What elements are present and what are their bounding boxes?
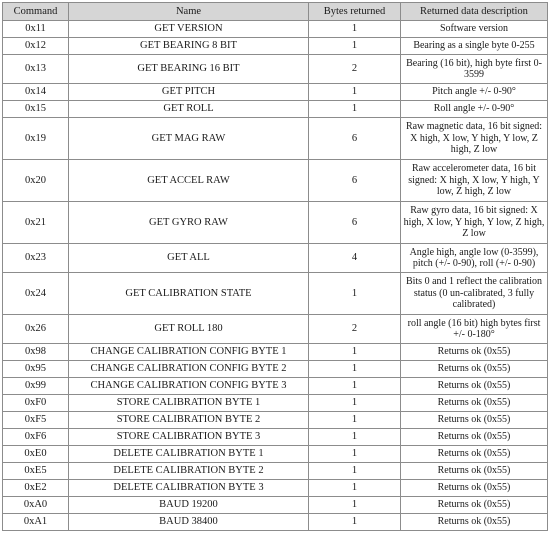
cell-name: GET ACCEL RAW bbox=[69, 160, 309, 202]
cell-bytes-returned: 1 bbox=[309, 21, 401, 38]
cell-command: 0x15 bbox=[3, 101, 69, 118]
cell-description: Returns ok (0x55) bbox=[401, 463, 548, 480]
cell-command: 0x20 bbox=[3, 160, 69, 202]
cell-bytes-returned: 1 bbox=[309, 361, 401, 378]
cell-description: roll angle (16 bit) high bytes first +/- 0-180° bbox=[401, 315, 548, 344]
cell-description: Raw magnetic data, 16 bit signed: X high, X low, Y high, Y low, Z high, Z low bbox=[401, 118, 548, 160]
cell-bytes-returned: 1 bbox=[309, 480, 401, 497]
cell-description: Bits 0 and 1 reflect the calibration status (0 un-calibrated, 3 fully calibrated) bbox=[401, 273, 548, 315]
cell-name: GET CALIBRATION STATE bbox=[69, 273, 309, 315]
cell-description: Pitch angle +/- 0-90° bbox=[401, 84, 548, 101]
cell-name: DELETE CALIBRATION BYTE 3 bbox=[69, 480, 309, 497]
cell-name: CHANGE CALIBRATION CONFIG BYTE 2 bbox=[69, 361, 309, 378]
cell-bytes-returned: 1 bbox=[309, 84, 401, 101]
table-row bbox=[3, 55, 548, 84]
table-row bbox=[3, 446, 548, 463]
table-row bbox=[3, 344, 548, 361]
table-row bbox=[3, 514, 548, 531]
cell-bytes-returned: 1 bbox=[309, 412, 401, 429]
cell-name: GET ALL bbox=[69, 244, 309, 273]
table-row bbox=[3, 480, 548, 497]
cell-bytes-returned: 1 bbox=[309, 273, 401, 315]
cell-command: 0x98 bbox=[3, 344, 69, 361]
cell-bytes-returned: 1 bbox=[309, 463, 401, 480]
cell-command: 0x11 bbox=[3, 21, 69, 38]
cell-bytes-returned: 1 bbox=[309, 101, 401, 118]
cell-bytes-returned: 1 bbox=[309, 378, 401, 395]
cell-name: BAUD 38400 bbox=[69, 514, 309, 531]
cell-command: 0xA0 bbox=[3, 497, 69, 514]
cell-description: Returns ok (0x55) bbox=[401, 514, 548, 531]
table-row bbox=[3, 38, 548, 55]
table-body bbox=[3, 21, 548, 531]
cell-name: CHANGE CALIBRATION CONFIG BYTE 1 bbox=[69, 344, 309, 361]
table-row bbox=[3, 497, 548, 514]
cell-command: 0x26 bbox=[3, 315, 69, 344]
cell-command: 0xE0 bbox=[3, 446, 69, 463]
cell-bytes-returned: 1 bbox=[309, 344, 401, 361]
table-row bbox=[3, 361, 548, 378]
cell-name: CHANGE CALIBRATION CONFIG BYTE 3 bbox=[69, 378, 309, 395]
cell-command: 0xF6 bbox=[3, 429, 69, 446]
cell-description: Returns ok (0x55) bbox=[401, 344, 548, 361]
cell-bytes-returned: 6 bbox=[309, 160, 401, 202]
cell-command: 0x19 bbox=[3, 118, 69, 160]
table-row bbox=[3, 84, 548, 101]
table-row bbox=[3, 378, 548, 395]
table-row bbox=[3, 315, 548, 344]
command-table bbox=[2, 2, 548, 531]
table-row bbox=[3, 118, 548, 160]
table-row bbox=[3, 21, 548, 38]
cell-description: Returns ok (0x55) bbox=[401, 412, 548, 429]
cell-description: Raw gyro data, 16 bit signed: X high, X low, Y high, Y low, Z high, Z low bbox=[401, 202, 548, 244]
table-row bbox=[3, 244, 548, 273]
cell-command: 0xF5 bbox=[3, 412, 69, 429]
cell-bytes-returned: 1 bbox=[309, 429, 401, 446]
cell-command: 0x13 bbox=[3, 55, 69, 84]
cell-command: 0x95 bbox=[3, 361, 69, 378]
table-header bbox=[3, 3, 548, 21]
cell-name: GET VERSION bbox=[69, 21, 309, 38]
cell-name: GET PITCH bbox=[69, 84, 309, 101]
cell-name: STORE CALIBRATION BYTE 3 bbox=[69, 429, 309, 446]
cell-name: BAUD 19200 bbox=[69, 497, 309, 514]
cell-name: STORE CALIBRATION BYTE 1 bbox=[69, 395, 309, 412]
cell-name: GET GYRO RAW bbox=[69, 202, 309, 244]
cell-description: Bearing (16 bit), high byte first 0-3599 bbox=[401, 55, 548, 84]
cell-description: Returns ok (0x55) bbox=[401, 378, 548, 395]
cell-description: Raw accelerometer data, 16 bit signed: X high, X low, Y high, Y low, Z high, Z low bbox=[401, 160, 548, 202]
cell-command: 0x21 bbox=[3, 202, 69, 244]
cell-command: 0xE5 bbox=[3, 463, 69, 480]
table-row bbox=[3, 101, 548, 118]
cell-description: Returns ok (0x55) bbox=[401, 497, 548, 514]
cell-name: DELETE CALIBRATION BYTE 1 bbox=[69, 446, 309, 463]
cell-bytes-returned: 4 bbox=[309, 244, 401, 273]
cell-description: Returns ok (0x55) bbox=[401, 446, 548, 463]
cell-bytes-returned: 6 bbox=[309, 202, 401, 244]
column-header-command: Command bbox=[3, 3, 69, 21]
cell-command: 0x24 bbox=[3, 273, 69, 315]
cell-name: GET MAG RAW bbox=[69, 118, 309, 160]
header-row bbox=[3, 3, 548, 21]
cell-description: Angle high, angle low (0-3599), pitch (+/- 0-90), roll (+/- 0-90) bbox=[401, 244, 548, 273]
cell-command: 0x23 bbox=[3, 244, 69, 273]
cell-description: Returns ok (0x55) bbox=[401, 361, 548, 378]
cell-description: Returns ok (0x55) bbox=[401, 395, 548, 412]
cell-description: Returns ok (0x55) bbox=[401, 480, 548, 497]
cell-name: GET BEARING 16 BIT bbox=[69, 55, 309, 84]
cell-command: 0xF0 bbox=[3, 395, 69, 412]
cell-command: 0x12 bbox=[3, 38, 69, 55]
cell-command: 0x99 bbox=[3, 378, 69, 395]
cell-command: 0xE2 bbox=[3, 480, 69, 497]
cell-bytes-returned: 1 bbox=[309, 446, 401, 463]
table-row bbox=[3, 395, 548, 412]
cell-bytes-returned: 6 bbox=[309, 118, 401, 160]
table-row bbox=[3, 412, 548, 429]
cell-bytes-returned: 1 bbox=[309, 38, 401, 55]
cell-description: Software version bbox=[401, 21, 548, 38]
table-row bbox=[3, 273, 548, 315]
table-row bbox=[3, 202, 548, 244]
cell-name: GET ROLL 180 bbox=[69, 315, 309, 344]
cell-bytes-returned: 2 bbox=[309, 55, 401, 84]
cell-bytes-returned: 1 bbox=[309, 497, 401, 514]
column-header-name: Name bbox=[69, 3, 309, 21]
cell-name: GET BEARING 8 BIT bbox=[69, 38, 309, 55]
column-header-bytes: Bytes returned bbox=[309, 3, 401, 21]
cell-name: GET ROLL bbox=[69, 101, 309, 118]
cell-bytes-returned: 1 bbox=[309, 514, 401, 531]
cell-bytes-returned: 2 bbox=[309, 315, 401, 344]
cell-command: 0x14 bbox=[3, 84, 69, 101]
column-header-description: Returned data description bbox=[401, 3, 548, 21]
cell-description: Returns ok (0x55) bbox=[401, 429, 548, 446]
cell-bytes-returned: 1 bbox=[309, 395, 401, 412]
cell-description: Bearing as a single byte 0-255 bbox=[401, 38, 548, 55]
table-row bbox=[3, 429, 548, 446]
table-row bbox=[3, 160, 548, 202]
table-row bbox=[3, 463, 548, 480]
cell-name: DELETE CALIBRATION BYTE 2 bbox=[69, 463, 309, 480]
cell-name: STORE CALIBRATION BYTE 2 bbox=[69, 412, 309, 429]
cell-description: Roll angle +/- 0-90° bbox=[401, 101, 548, 118]
cell-command: 0xA1 bbox=[3, 514, 69, 531]
